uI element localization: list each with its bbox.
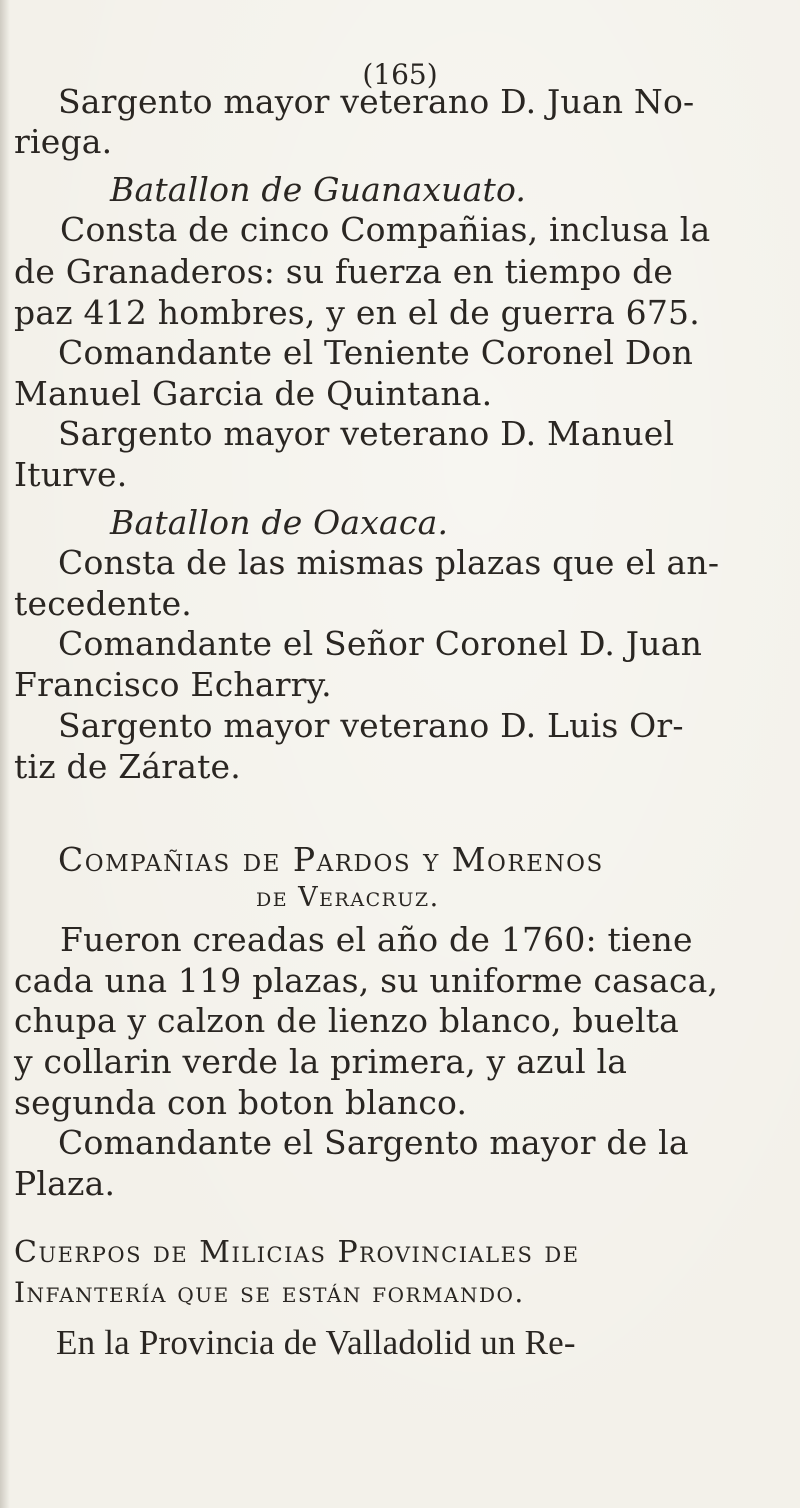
text-line-4: Consta de cinco Compañias, inclusa la xyxy=(60,210,711,249)
text-line-22: chupa y calzon de lienzo blanco, buelta xyxy=(14,1001,680,1040)
text-line-9: Sargento mayor veterano D. Manuel xyxy=(58,414,675,453)
text-line-17: tiz de Zárate. xyxy=(14,747,241,786)
section-heading-infanteria: Infantería que se están formando. xyxy=(14,1276,525,1309)
text-line-7: Comandante el Teniente Coronel Don xyxy=(58,333,694,372)
text-line-1: Sargento mayor veterano D. Juan No- xyxy=(58,82,695,121)
text-line-20: Fueron creadas el año de 1760: tiene xyxy=(60,920,693,959)
text-line-26: Plaza. xyxy=(14,1164,116,1203)
text-line-29: En la Provincia de Valladolid un Re- xyxy=(56,1323,576,1362)
section-heading-milicias: Cuerpos de Milicias Provinciales de xyxy=(14,1235,580,1270)
text-line-21: cada una 119 plazas, su uniforme casaca, xyxy=(14,961,719,1000)
page-number: (165) xyxy=(362,58,438,91)
text-line-24: segunda con boton blanco. xyxy=(14,1083,468,1122)
text-line-12: Consta de las mismas plazas que el an- xyxy=(58,543,720,582)
section-heading-pardos-morenos: Compañias de Pardos y Morenos xyxy=(58,840,604,879)
page-edge-shadow xyxy=(0,0,10,1508)
section-subheading-veracruz: de Veracruz. xyxy=(256,882,440,913)
text-line-8: Manuel Garcia de Quintana. xyxy=(14,374,493,413)
text-line-5: de Granaderos: su fuerza en tiempo de xyxy=(14,252,674,291)
text-line-16: Sargento mayor veterano D. Luis Or- xyxy=(58,706,684,745)
text-line-2: riega. xyxy=(14,122,113,161)
text-line-25: Comandante el Sargento mayor de la xyxy=(58,1123,689,1162)
text-line-10: Iturve. xyxy=(14,455,128,494)
text-line-14: Comandante el Señor Coronel D. Juan xyxy=(58,624,703,663)
text-line-6: paz 412 hombres, y en el de guerra 675. xyxy=(14,293,700,332)
text-line-23: y collarin verde la primera, y azul la xyxy=(14,1042,628,1081)
text-line-13: tecedente. xyxy=(14,584,192,623)
text-line-15: Francisco Echarry. xyxy=(14,665,332,704)
section-heading-oaxaca: Batallon de Oaxaca. xyxy=(110,503,449,542)
section-heading-guanaxuato: Batallon de Guanaxuato. xyxy=(110,170,527,209)
